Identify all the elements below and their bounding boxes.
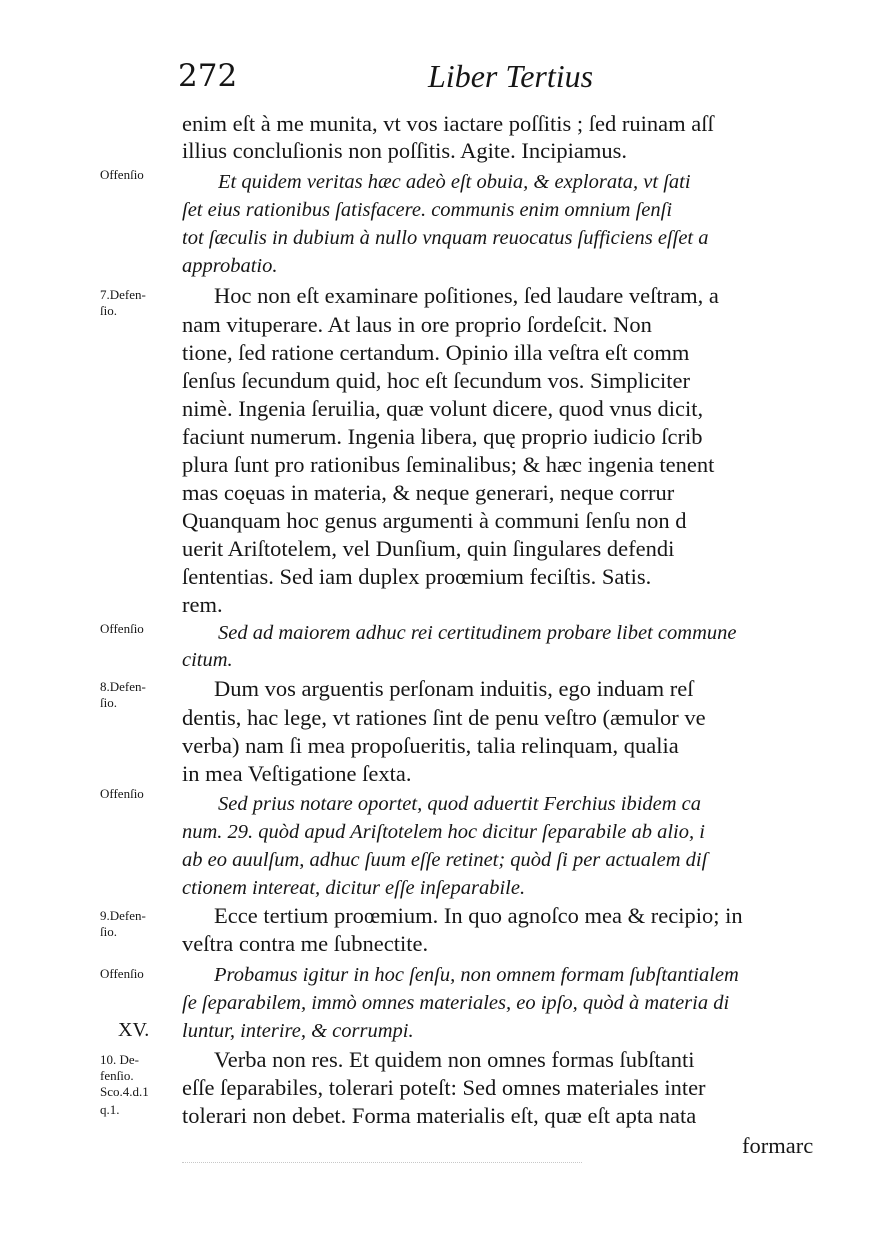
text-line: dentis, hac lege, vt rationes ſint de penu veſtro (æmulor ve: [182, 706, 706, 730]
text-line: approbatio.: [182, 255, 278, 277]
margin-note: ſio.: [100, 303, 117, 318]
text-line: ſententias. Sed iam duplex proœmium feciſtis. Satis.: [182, 565, 652, 589]
text-line: tolerari non debet. Forma materialis eſt, quæ eſt apta nata: [182, 1104, 697, 1128]
running-title: Liber Tertius: [428, 58, 594, 94]
text-line: faciunt numerum. Ingenia libera, quę proprio iudicio ſcrib: [182, 425, 703, 449]
text-line: ſenſus ſecundum quid, hoc eſt ſecundum vos. Simpliciter: [182, 369, 691, 393]
margin-note: 10. De-: [100, 1052, 139, 1067]
text-line: nimè. Ingenia ſeruilia, quæ volunt dicere, quod vnus dicit,: [182, 397, 704, 421]
page-number: 272: [178, 58, 238, 94]
text-line: ſet eius rationibus ſatisfacere. communis enim omnium ſenſi: [182, 199, 673, 221]
text-line: enim eſt à me munita, vt vos iactare poſſitis ; ſed ruinam aſſ: [182, 112, 714, 136]
text-line: ſe ſeparabilem, immò omnes materiales, eo ipſo, quòd à materia di: [182, 992, 730, 1014]
text-line: verba) nam ſi mea propoſueritis, talia relinquam, qualia: [182, 734, 679, 758]
text-line: Quanquam hoc genus argumenti à communi ſenſu non d: [182, 509, 687, 533]
text-line: tione, ſed ratione certandum. Opinio illa veſtra eſt comm: [182, 341, 690, 365]
text-line: Dum vos arguentis perſonam induitis, ego induam reſ: [214, 677, 694, 701]
text-line: Probamus igitur in hoc ſenſu, non omnem formam ſubſtantialem: [214, 964, 739, 986]
text-line: plura ſunt pro rationibus ſeminalibus; & hæc ingenia tenent: [182, 453, 715, 477]
margin-note: fenſio.: [100, 1068, 134, 1083]
text-line: in mea Veſtigatione ſexta.: [182, 762, 412, 786]
text-line: Sed ad maiorem adhuc rei certitudinem probare libet commune: [218, 622, 737, 644]
text-line: Hoc non eſt examinare poſitiones, ſed laudare veſtram, a: [214, 284, 719, 308]
margin-note: Sco.4.d.1: [100, 1084, 149, 1099]
text-line: nam vituperare. At laus in ore proprio ſordeſcit. Non: [182, 313, 652, 337]
margin-note: ſio.: [100, 924, 117, 939]
text-line: ctionem intereat, dicitur eſſe inſeparabile.: [182, 877, 526, 899]
text-line: mas coęuas in materia, & neque generari, neque corrur: [182, 481, 675, 505]
text-line: tot ſæculis in dubium à nullo vnquam reuocatus ſufficiens eſſet a: [182, 227, 709, 249]
text-line: Sed prius notare oportet, quod aduertit Ferchius ibidem ca: [218, 793, 702, 815]
text-line: formarc: [742, 1134, 814, 1158]
text-line: citum.: [182, 649, 233, 671]
text-line: uerit Ariſtotelem, vel Dunſium, quin ſingulares defendi: [182, 537, 675, 561]
margin-note: ſio.: [100, 695, 117, 710]
text-line: Verba non res. Et quidem non omnes formas ſubſtanti: [214, 1048, 695, 1072]
margin-note: 9.Defen-: [100, 908, 146, 923]
text-line: luntur, interire, & corrumpi.: [182, 1020, 414, 1042]
margin-note: Offenſio: [100, 786, 144, 801]
margin-note: q.1.: [100, 1102, 120, 1117]
dotted-rule: [182, 1162, 582, 1163]
margin-note: 8.Defen-: [100, 679, 146, 694]
text-line: veſtra contra me ſubnectite.: [182, 932, 429, 956]
text-line: Et quidem veritas hæc adeò eſt obuia, & explorata, vt ſati: [218, 171, 691, 193]
margin-note: XV.: [118, 1019, 150, 1041]
margin-note: Offenſio: [100, 966, 144, 981]
text-line: Ecce tertium proœmium. In quo agnoſco mea & recipio; in: [214, 904, 743, 928]
text-line: eſſe ſeparabiles, tolerari poteſt: Sed omnes materiales inter: [182, 1076, 706, 1100]
text-line: rem.: [182, 593, 223, 617]
margin-note: Offenſio: [100, 167, 144, 182]
margin-note: Offenſio: [100, 621, 144, 636]
text-line: illius concluſionis non poſſitis. Agite. Incipiamus.: [182, 139, 627, 163]
text-line: num. 29. quòd apud Ariſtotelem hoc dicitur ſeparabile ab alio, i: [182, 821, 705, 843]
text-line: ab eo auulſum, adhuc ſuum eſſe retinet; quòd ſi per actualem diſ: [182, 849, 708, 871]
margin-note: 7.Defen-: [100, 287, 146, 302]
